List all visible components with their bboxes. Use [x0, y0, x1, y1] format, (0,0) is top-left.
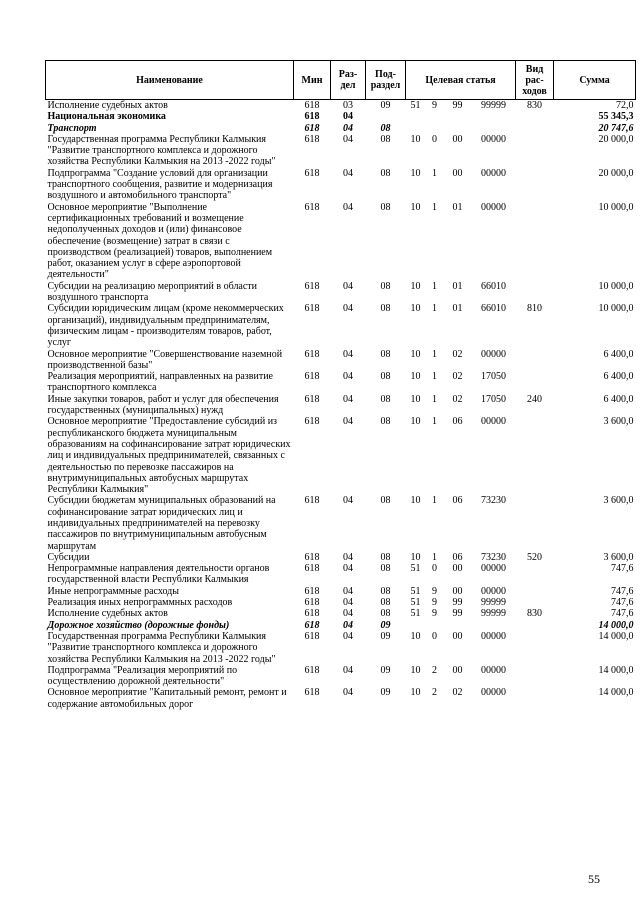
cell-name: Непрограммные направления деятельности органов государственной власти Республики Калмыкия	[47, 563, 270, 586]
table-row	[46, 202, 636, 281]
cell-t3: 02	[452, 393, 463, 405]
cell-t4: 99999	[481, 608, 507, 620]
cell-vid	[516, 281, 554, 304]
cell-t3: 99	[452, 608, 463, 620]
header-min: Мин	[294, 61, 331, 100]
cell-name: Основное мероприятие "Предоставление субсидий из республиканского бюджета муниципальным образованиям на софинансирование затрат юридических лиц и индивидуальных предпринимателей, связанных с деятельностью по перевозке пассажиров на внутримуниципальных автобусных маршрутах Республики Калмыкия"	[47, 416, 291, 496]
cell-t2: 9	[432, 608, 437, 620]
cell-t1: 10	[410, 551, 421, 563]
cell-vid	[516, 416, 554, 495]
cell-name: Основное мероприятие "Выполнение сертификационных требований и возмещение недополученных доходов и (или) финансовое обеспечение (возмещение) затрат в связи с производством (реализацией) товаров, выполнением работ, оказанием услуг в сфере аэропортовой деятельности"	[47, 201, 273, 281]
table-row	[46, 134, 636, 168]
cell-t2: 0	[432, 563, 437, 575]
cell-rz: 04	[343, 348, 353, 360]
cell-name: Национальная экономика	[47, 111, 166, 123]
cell-t3: 99	[452, 100, 463, 111]
header-target: Целевая статья	[406, 61, 516, 100]
cell-rz: 04	[343, 416, 353, 428]
header-name: Наименование	[46, 61, 294, 100]
table-header-row	[46, 61, 636, 100]
cell-name: Реализация иных непрограммных расходов	[47, 597, 233, 609]
cell-sum: 72,0	[616, 100, 634, 111]
cell-vid	[516, 687, 554, 710]
cell-pr: 09	[380, 100, 391, 111]
cell-min: 618	[304, 664, 320, 676]
cell-t4: 66010	[481, 280, 507, 292]
cell-name: Государственная программа Республики Калмыкия "Развитие транспортного комплекса и дорожного хозяйства Республики Калмыкия на 2013 -2022 годы"	[47, 133, 276, 168]
cell-pr: 08	[380, 348, 391, 360]
cell-rz: 04	[343, 597, 353, 609]
cell-name: Иные непрограммные расходы	[47, 585, 179, 597]
cell-sum: 6 400,0	[603, 348, 634, 360]
table-row	[46, 100, 636, 112]
cell-vid: 520	[527, 551, 543, 563]
cell-name: Подпрограмма "Реализация мероприятий по осуществлению дорожной деятельности"	[47, 664, 238, 688]
table-row	[46, 349, 636, 372]
cell-name: Реализация мероприятий, направленных на развитие транспортного комплекса	[47, 371, 273, 394]
cell-sum: 6 400,0	[603, 393, 634, 405]
cell-sum: 20 000,0	[598, 133, 634, 145]
cell-t3: 00	[452, 664, 463, 676]
cell-pr: 08	[380, 551, 391, 563]
cell-t2: 9	[432, 597, 437, 609]
cell-t4: 00000	[481, 348, 507, 360]
cell-rz: 04	[343, 133, 353, 145]
cell-t2: 1	[432, 371, 437, 383]
cell-name: Государственная программа Республики Калмыкия "Развитие транспортного комплекса и дорожного хозяйства Республики Калмыкия на 2013 -2022 годы"	[47, 630, 276, 665]
cell-name: Основное мероприятие "Совершенствование наземной производственной базы"	[47, 348, 283, 371]
cell-t4: 00000	[481, 687, 507, 699]
cell-t2	[426, 111, 444, 122]
cell-name: Субсидии бюджетам муниципальных образований на софинансирование затрат юридических лиц и индивидуальных предпринимателей на перевозку пассажиров по внутримуниципальным автобусным маршрутам	[47, 495, 276, 552]
table-row	[46, 371, 636, 394]
cell-t3: 00	[452, 585, 463, 597]
cell-name: Дорожное хозяйство (дорожные фонды)	[47, 619, 230, 631]
cell-rz: 04	[343, 608, 353, 620]
cell-t3: 02	[452, 348, 463, 360]
cell-name: Исполнение судебных актов	[47, 100, 168, 111]
table-row	[46, 394, 636, 417]
cell-t3: 06	[452, 495, 463, 507]
cell-t4	[472, 620, 516, 631]
cell-t3: 02	[452, 687, 463, 699]
cell-t4: 00000	[481, 201, 507, 213]
cell-t2: 1	[432, 167, 437, 179]
cell-t4: 00000	[481, 664, 507, 676]
cell-sum: 10 000,0	[598, 303, 634, 315]
cell-t1: 10	[410, 630, 421, 642]
table-row	[46, 123, 636, 134]
cell-pr: 08	[380, 280, 391, 292]
cell-vid	[516, 123, 554, 134]
header-razdel: Раз- дел	[331, 61, 366, 100]
cell-vid	[516, 349, 554, 372]
table-row	[46, 303, 636, 348]
cell-min: 618	[304, 551, 320, 563]
page-number: 55	[588, 872, 600, 886]
cell-min: 618	[304, 687, 320, 699]
table-row	[46, 552, 636, 563]
cell-sum: 10 000,0	[598, 201, 634, 213]
cell-name: Основное мероприятие "Капитальный ремонт, ремонт и содержание автомобильных дорог	[47, 687, 287, 710]
cell-rz: 04	[343, 585, 353, 597]
table-row	[46, 597, 636, 608]
cell-sum: 747,6	[611, 585, 634, 597]
cell-name: Субсидии юридическим лицам (кроме некоммерческих организаций), индивидуальным предпринимателям, физическим лицам - производителям товаров, работ, услуг	[47, 303, 284, 349]
cell-t1: 51	[410, 608, 421, 620]
cell-t1: 10	[410, 416, 421, 428]
cell-t3	[444, 620, 472, 631]
cell-rz: 04	[343, 630, 353, 642]
cell-t2	[426, 620, 444, 631]
cell-vid	[516, 665, 554, 688]
cell-min: 618	[304, 133, 320, 145]
cell-rz: 04	[343, 122, 353, 134]
cell-t4: 00000	[481, 630, 507, 642]
cell-rz: 04	[343, 393, 353, 405]
table-row	[46, 495, 636, 551]
cell-t2: 9	[432, 100, 437, 111]
cell-sum: 14 000,0	[598, 619, 634, 631]
cell-t4: 73230	[481, 551, 507, 563]
cell-t3	[444, 111, 472, 122]
cell-pr	[366, 111, 406, 122]
cell-t1	[406, 620, 426, 631]
cell-min: 618	[304, 608, 320, 620]
cell-t3: 99	[452, 597, 463, 609]
cell-name: Транспорт	[47, 122, 97, 134]
cell-t4: 00000	[481, 416, 507, 428]
cell-sum: 3 600,0	[603, 495, 634, 507]
cell-pr: 08	[380, 393, 391, 405]
cell-t1: 10	[410, 303, 421, 315]
cell-t2: 0	[432, 133, 437, 145]
cell-name: Иные закупки товаров, работ и услуг для обеспечения государственных (муниципальных) нужд	[47, 393, 279, 417]
cell-rz: 04	[343, 664, 353, 676]
cell-sum: 10 000,0	[598, 280, 634, 292]
cell-t2: 2	[432, 664, 437, 676]
cell-name: Субсидии на реализацию мероприятий в области воздушного транспорта	[47, 280, 258, 304]
cell-sum: 14 000,0	[598, 687, 634, 699]
cell-t1	[406, 111, 426, 122]
cell-min: 618	[304, 563, 320, 575]
cell-pr: 08	[380, 416, 391, 428]
table-row	[46, 608, 636, 619]
cell-t3: 06	[452, 416, 463, 428]
cell-pr: 08	[380, 371, 391, 383]
cell-pr: 09	[380, 687, 391, 699]
cell-vid	[516, 134, 554, 168]
cell-t1: 51	[410, 100, 421, 111]
cell-rz: 04	[343, 371, 353, 383]
table-row	[46, 620, 636, 631]
cell-sum: 6 400,0	[603, 371, 634, 383]
cell-t4: 99999	[481, 597, 507, 609]
cell-sum: 14 000,0	[598, 664, 634, 676]
cell-min: 618	[304, 348, 320, 360]
table-row	[46, 563, 636, 586]
cell-min: 618	[304, 416, 320, 428]
cell-t3: 01	[452, 303, 463, 315]
cell-t2: 2	[432, 687, 437, 699]
cell-vid	[516, 168, 554, 202]
cell-t2: 1	[432, 495, 437, 507]
cell-t1: 10	[410, 687, 421, 699]
cell-pr: 08	[380, 201, 391, 213]
cell-t4: 00000	[481, 563, 507, 575]
cell-t2: 1	[432, 393, 437, 405]
cell-t1: 10	[410, 664, 421, 676]
cell-sum: 14 000,0	[598, 630, 634, 642]
cell-sum: 747,6	[611, 597, 634, 609]
cell-sum: 20 000,0	[598, 167, 634, 179]
cell-min: 618	[304, 371, 320, 383]
cell-vid	[516, 563, 554, 586]
cell-sum: 3 600,0	[603, 416, 634, 428]
cell-name: Субсидии	[47, 551, 90, 563]
cell-vid	[516, 620, 554, 631]
header-sum: Сумма	[554, 61, 636, 100]
cell-min: 618	[304, 122, 320, 134]
cell-rz: 04	[343, 495, 353, 507]
cell-vid	[516, 202, 554, 281]
table-row	[46, 665, 636, 688]
table-row	[46, 631, 636, 665]
cell-t3: 02	[452, 371, 463, 383]
cell-t3: 00	[452, 630, 463, 642]
cell-t3	[444, 123, 472, 134]
cell-pr: 08	[380, 563, 391, 575]
cell-rz: 04	[343, 201, 353, 213]
cell-t4	[472, 111, 516, 122]
cell-min: 618	[304, 495, 320, 507]
cell-t1	[406, 123, 426, 134]
cell-pr: 08	[380, 133, 391, 145]
cell-pr: 09	[380, 664, 391, 676]
cell-t3: 00	[452, 167, 463, 179]
cell-vid	[516, 111, 554, 122]
table-row	[46, 111, 636, 122]
cell-t3: 00	[452, 563, 463, 575]
cell-pr: 09	[380, 619, 391, 631]
cell-rz: 04	[343, 619, 353, 631]
header-vid: Вид рас- ходов	[516, 61, 554, 100]
cell-rz: 04	[343, 303, 353, 315]
cell-t2: 1	[432, 201, 437, 213]
cell-t4: 00000	[481, 133, 507, 145]
table-row	[46, 416, 636, 495]
cell-t1: 10	[410, 201, 421, 213]
cell-rz: 04	[343, 280, 353, 292]
cell-rz: 04	[343, 687, 353, 699]
cell-rz: 04	[343, 551, 353, 563]
cell-t2: 1	[432, 416, 437, 428]
cell-vid: 830	[527, 608, 543, 620]
cell-pr: 08	[380, 608, 391, 620]
cell-vid	[516, 495, 554, 551]
cell-t1: 51	[410, 597, 421, 609]
cell-min: 618	[304, 585, 320, 597]
cell-pr: 09	[380, 630, 391, 642]
cell-t1: 10	[410, 280, 421, 292]
cell-pr: 08	[380, 303, 391, 315]
cell-t2	[426, 123, 444, 134]
cell-pr: 08	[380, 167, 391, 179]
cell-pr: 08	[380, 495, 391, 507]
cell-t1: 51	[410, 585, 421, 597]
cell-t3: 01	[452, 280, 463, 292]
cell-pr: 08	[380, 122, 391, 134]
cell-t4	[472, 123, 516, 134]
cell-t2: 1	[432, 551, 437, 563]
cell-rz: 04	[343, 167, 353, 179]
cell-t1: 10	[410, 348, 421, 360]
cell-t2: 0	[432, 630, 437, 642]
cell-min: 618	[304, 597, 320, 609]
cell-t4: 17050	[481, 393, 507, 405]
cell-sum: 3 600,0	[603, 551, 634, 563]
cell-rz: 04	[343, 111, 353, 123]
cell-rz: 04	[343, 563, 353, 575]
cell-min: 618	[304, 303, 320, 315]
cell-min: 618	[304, 619, 320, 631]
cell-sum: 747,6	[611, 608, 634, 620]
cell-t1: 10	[410, 167, 421, 179]
cell-t3: 01	[452, 201, 463, 213]
cell-min: 618	[304, 280, 320, 292]
header-podrazdel: Под- раздел	[366, 61, 406, 100]
budget-table	[45, 60, 636, 710]
budget-table-page	[45, 60, 635, 710]
cell-t4: 66010	[481, 303, 507, 315]
cell-t2: 1	[432, 348, 437, 360]
cell-t3: 06	[452, 551, 463, 563]
cell-t1: 10	[410, 371, 421, 383]
cell-t1: 10	[410, 393, 421, 405]
cell-min: 618	[304, 167, 320, 179]
cell-min: 618	[304, 393, 320, 405]
cell-vid	[516, 597, 554, 608]
cell-t2: 1	[432, 303, 437, 315]
cell-pr: 08	[380, 585, 391, 597]
cell-t1: 51	[410, 563, 421, 575]
cell-sum: 20 747,6	[598, 122, 634, 134]
cell-min: 618	[304, 201, 320, 213]
cell-t2: 9	[432, 585, 437, 597]
cell-rz: 03	[343, 100, 353, 111]
table-row	[46, 168, 636, 202]
cell-name: Подпрограмма "Создание условий для организации транспортного сообщения, развитие и модернизация воздушного и автомобильного транспорта"	[47, 167, 273, 202]
cell-sum: 55 345,3	[598, 111, 634, 123]
cell-sum: 747,6	[611, 563, 634, 575]
cell-vid	[516, 631, 554, 665]
cell-min: 618	[304, 111, 320, 123]
table-row	[46, 281, 636, 304]
cell-t4: 17050	[481, 371, 507, 383]
table-row	[46, 586, 636, 597]
table-row	[46, 687, 636, 710]
cell-min: 618	[304, 100, 320, 111]
cell-vid	[516, 586, 554, 597]
cell-t4: 73230	[481, 495, 507, 507]
cell-t1: 10	[410, 495, 421, 507]
cell-t4: 99999	[481, 100, 507, 111]
cell-t2: 1	[432, 280, 437, 292]
cell-vid: 810	[527, 303, 543, 315]
cell-vid: 240	[527, 393, 543, 405]
cell-name: Исполнение судебных актов	[47, 608, 168, 620]
cell-t4: 00000	[481, 167, 507, 179]
cell-pr: 08	[380, 597, 391, 609]
cell-t1: 10	[410, 133, 421, 145]
cell-vid: 830	[527, 100, 543, 111]
cell-t4: 00000	[481, 585, 507, 597]
cell-min: 618	[304, 630, 320, 642]
cell-vid	[516, 371, 554, 394]
cell-t3: 00	[452, 133, 463, 145]
